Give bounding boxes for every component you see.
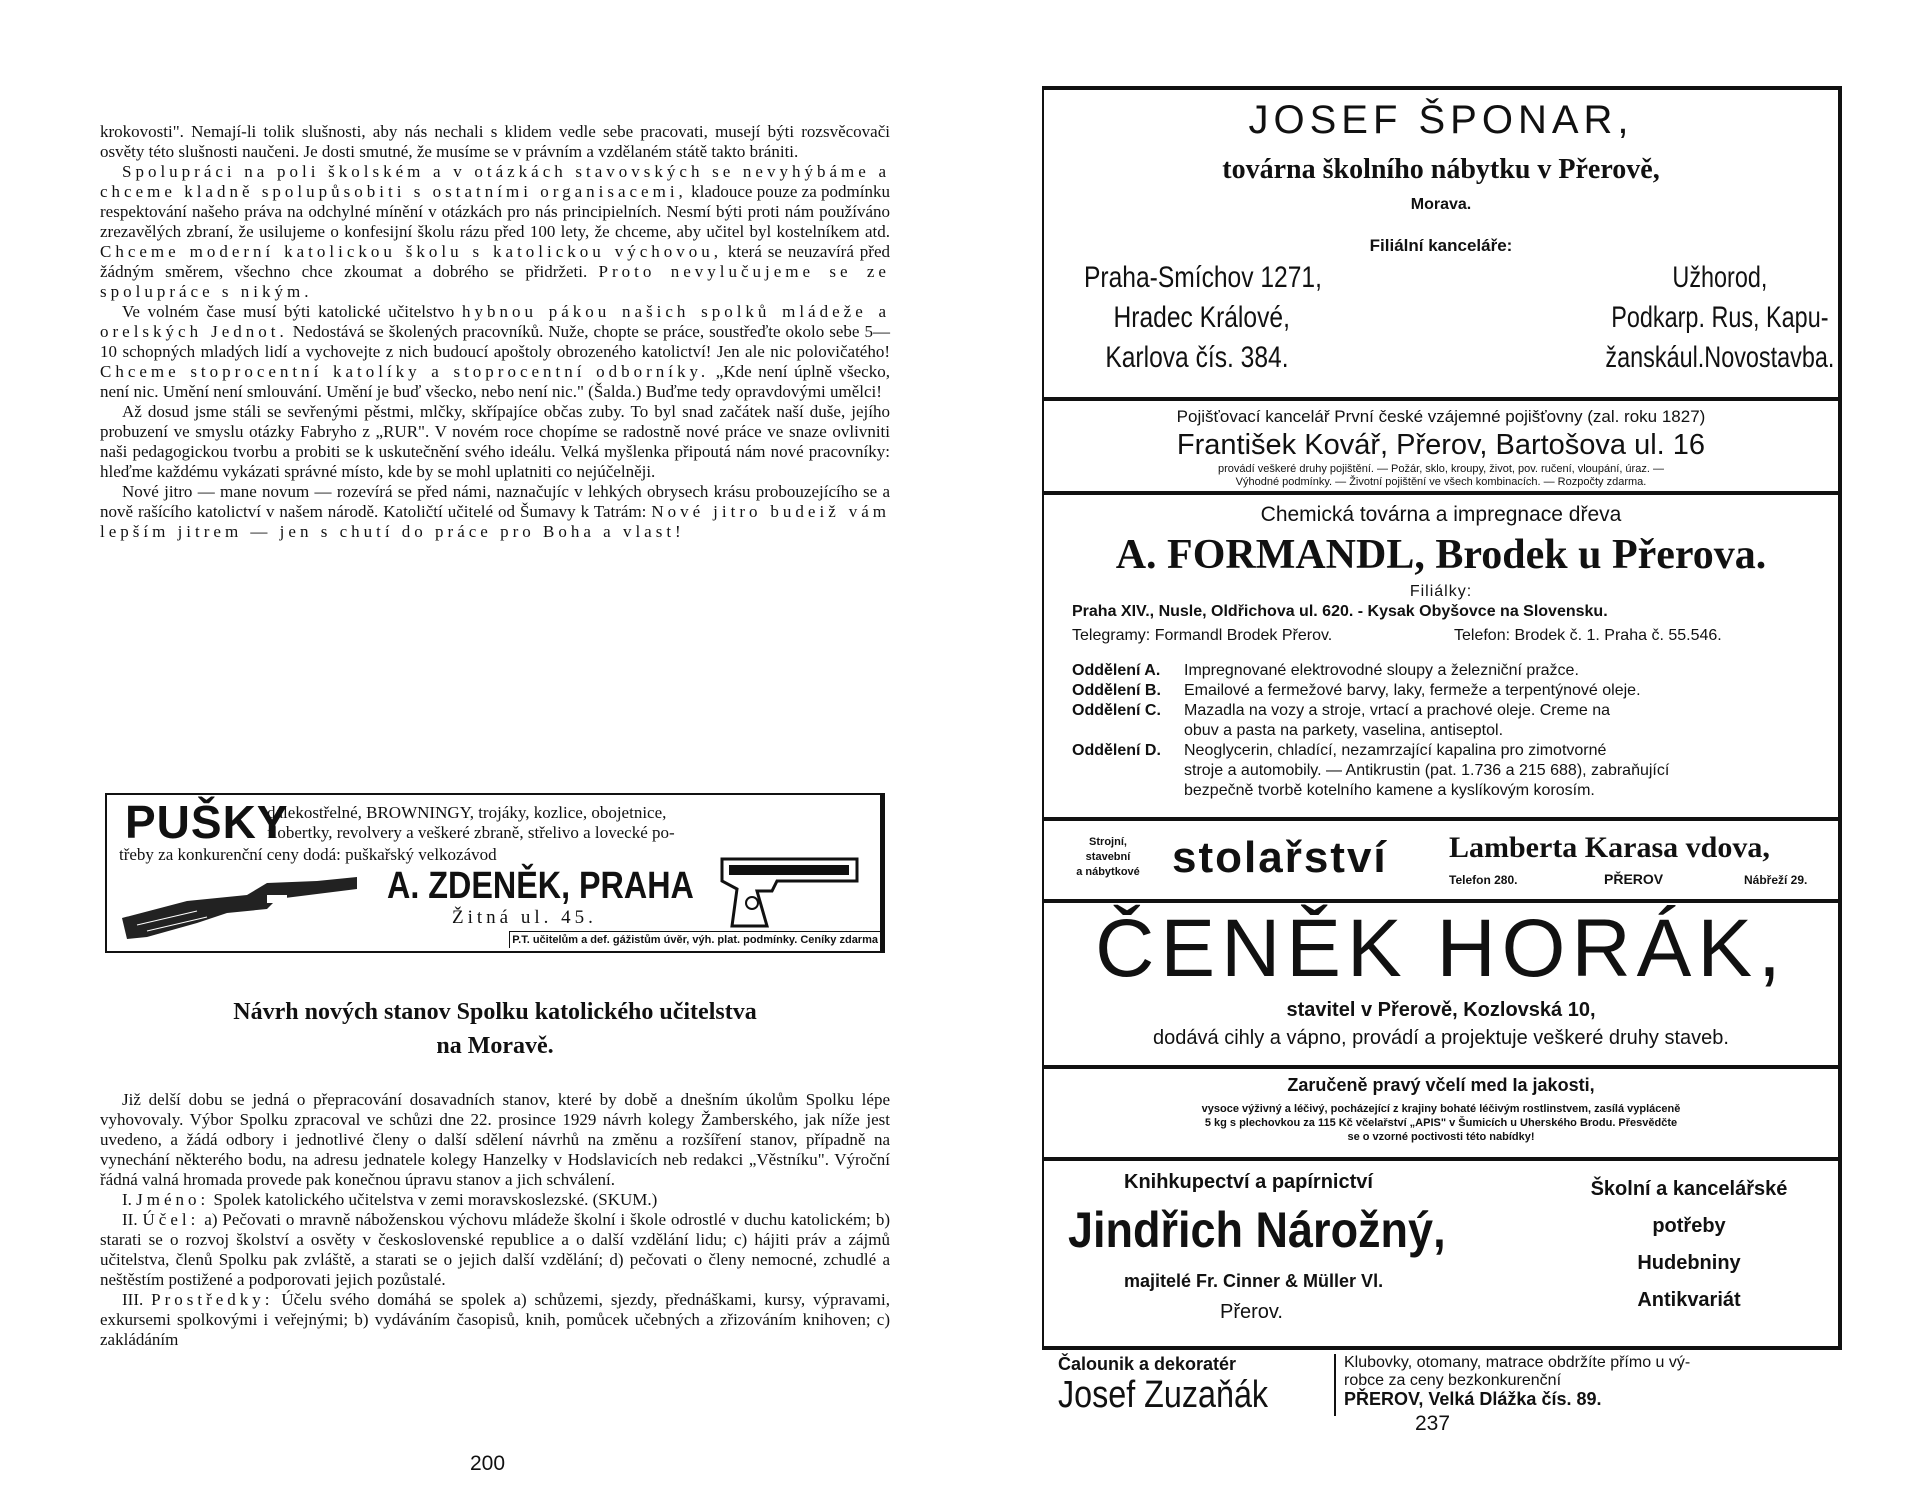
paragraph: Již delší dobu se jedná o přepracování dosavadních stanov, které by době a dnešním úkolům Spolku lépe vyhovovaly. Výbor Spolku zpracoval ve schůzi dne 22. prosince 1929 návrh kolegy Žamberského, jak níže jest uvedeno, a žádá odbory i jednotlivé členy o další sdělení návrhů na změnu a rozšíření stanov, případně na vynechání některého bodu, na adresu jednatele kolegy Hanzelky v Hodslavicích neb redakci „Věstníku". Výroční řádná valná hromada provede pak konečnou úpravu stanov a jich schválení. [100, 1090, 890, 1189]
department-label: Oddělení C. [1072, 702, 1161, 719]
department-text: stroje a automobily. — Antikrustin (pat. 1.736 a 215 688), zabraňující [1184, 762, 1670, 779]
ad-line: PŘEROV, Velká Dlážka čís. 89. [1344, 1389, 1602, 1409]
paragraph-text: III. [122, 1290, 152, 1309]
ad-firm-name: A. ZDENĚK, PRAHA [387, 865, 694, 907]
ad-line: robce za ceny bezkonkurenční [1344, 1372, 1562, 1389]
ad-line: třeby za konkurenční ceny dodá: puškařský velkozávod [119, 845, 497, 864]
ad-line: Čalounik a dekoratér [1058, 1354, 1237, 1374]
emphasis-text: Chceme moderní katolickou školu s katolickou výchovou, [100, 242, 722, 261]
paragraph [100, 302, 890, 402]
department-label [1072, 761, 1184, 781]
trade-line: a nábytkové [1076, 866, 1140, 878]
heading-line: Návrh nových stanov Spolku katolického učitelstva [233, 999, 757, 1025]
department-text: Emailové a fermežové barvy, laky, fermeže a terpentýnové oleje. [1184, 682, 1641, 699]
product-list [1544, 1171, 1834, 1319]
paragraph-text: která se neuzavírá před žádným směrem, všechno chce zkoumat a dobrého se přidržeti. [100, 242, 890, 281]
horak-advertisement [1042, 903, 1842, 1065]
paragraph-text: Nové jitro — mane novum — rozevírá se před námi, naznačujíc v lehkých obrysech krásu probouzejícího se a nově rašícího katolictví v našem národě. Katoličtí učitelé od Šumavy k Tatrám: [100, 482, 890, 521]
paragraph-text: II. [122, 1210, 143, 1229]
product-line: Hudebniny [1637, 1252, 1741, 1274]
department-row [1072, 741, 1832, 761]
emphasis-text: Prostředky: [151, 1290, 274, 1309]
department-text: bezpečně tvorbě kotelního kamene a kyslíkovým korosím. [1184, 782, 1595, 799]
ad-line: Pojišťovací kancelář První české vzájemné pojišťovny (zal. roku 1827) [1176, 407, 1706, 426]
emphasis-text: Spolupráci na poli školském a v otázkách stavovských se nevyhýbáme a chceme kladně spolupůsobiti s ostatními organisacemi, [100, 162, 890, 201]
department-row [1072, 761, 1832, 781]
ad-street: Nábřeží 29. [1744, 873, 1808, 887]
ad-region: Morava. [1410, 196, 1472, 213]
kovar-advertisement [1042, 401, 1842, 491]
ad-text [1344, 1354, 1690, 1408]
branch-right [1599, 258, 1841, 378]
ad-line: 5 kg s plechovkou za 115 Kč včelařství „APIS" v Šumicích u Uherského Brodu. Přesvědčte [1204, 1117, 1678, 1129]
gun-advertisement [105, 793, 885, 953]
ad-title: JOSEF ŠPONAR, [1248, 98, 1634, 142]
ad-line: vysoce výživný a léčivý, pocházející z krajiny bohaté léčivým rostlinstvem, zasílá vypláceně [1201, 1103, 1681, 1115]
ad-title: ČENĚK HORÁK, [1095, 903, 1787, 994]
ad-line: Knihkupectví a papírnictví [1124, 1171, 1373, 1193]
ad-line: Praha XIV., Nusle, Oldřichova ul. 620. - Kysak Obyšovce na Slovensku. [1072, 603, 1608, 620]
department-label: Oddělení A. [1072, 662, 1161, 679]
product-line: potřeby [1652, 1215, 1726, 1237]
trade-list [1058, 835, 1158, 880]
ad-line: provádí veškeré druhy pojištění. — Požár, sklo, kroupy, život, pov. ručení, vloupání, úraz. — [1218, 463, 1664, 475]
branch-line: Karlova čís. 384. [1105, 341, 1289, 374]
department-text: Mazadla na vozy a stroje, vrtací a prachové oleje. Creme na [1184, 702, 1610, 719]
formandl-advertisement [1042, 495, 1842, 817]
emphasis-text: Nové jitro budeiž vám lepším jitrem — jen s chutí do práce pro Boha a vlast! [100, 502, 890, 541]
branch-line: žanskául.Novostavba. [1605, 341, 1835, 374]
trade-line: Strojní, [1089, 836, 1127, 848]
department-row [1072, 701, 1832, 721]
ad-line: stavitel v Přerově, Kozlovská 10, [1286, 999, 1596, 1021]
department-text: Impregnované elektrovodné sloupy a železniční pražce. [1184, 662, 1579, 679]
ad-line: Výhodné podmínky. — Životní pojištění ve všech kombinacích. — Rozpočty zdarma. [1235, 476, 1647, 488]
branch-line: Hradec Králové, [1113, 301, 1290, 334]
paragraph-text: Účelu svého domáhá se spolek a) schůzemi, sjezdy, přednáškami, kursy, výpravami, exkursemi spolkovými i veřejnými; b) vydáváním časopisů, knih, pomůcek učebných a zřizováním knihoven; c) zakládáním [100, 1290, 891, 1349]
ad-address: Žitná ul. 45. [452, 907, 597, 928]
paragraph [100, 1190, 890, 1210]
department-label: Oddělení B. [1072, 682, 1161, 699]
narozny-advertisement [1042, 1161, 1842, 1346]
ad-city: PŘEROV [1604, 871, 1664, 887]
paragraph-text: Spolek katolického učitelstva v zemi moravskoslezské. (SKUM.) [209, 1190, 658, 1209]
ad-title: František Kovář, Přerov, Bartošova ul. 16 [1176, 429, 1706, 461]
trade-title: stolařství [1172, 833, 1388, 882]
ad-title: Jindřich Nárožný, [1068, 1202, 1446, 1258]
ad-line: Klubovky, otomany, matrace obdržíte přímo u vý- [1344, 1354, 1691, 1371]
advertisement-column [1042, 86, 1842, 1426]
heading-line: na Moravě. [436, 1033, 554, 1059]
paragraph [100, 1290, 890, 1350]
ad-branches-label: Filiální kanceláře: [1369, 236, 1513, 255]
ad-title: Zaručeně pravý včelí med Ia jakosti, [1287, 1075, 1595, 1095]
page-number: 200 [470, 1452, 506, 1475]
ad-line: se o vzorné poctivosti této nabídky! [1347, 1131, 1535, 1143]
paragraph-text: kladouce pouze za podmínku respektování našeho práva na odchylné mínění v otázkách pro nás principielních. Nesmí býti proti nám používáno zrezavělých zbraní, že usilujeme o konfesijní školu rázu před 100 lety, že chceme, aby učitel byl kostelníkem atd. [100, 182, 890, 241]
ad-subtitle: továrna školního nábytku v Přerově, [1222, 154, 1660, 185]
department-label [1072, 721, 1184, 741]
ad-title: A. FORMANDL, Brodek u Přerova. [1115, 532, 1767, 578]
department-row [1072, 661, 1832, 681]
branch-line: Podkarp. Rus, Kapu- [1611, 301, 1829, 334]
paragraph [100, 1210, 890, 1290]
ad-terms: P.T. učitelům a def. gážistům úvěr, výh. plat. podmínky. Ceníky zdarma [509, 931, 880, 948]
department-text: obuv a pasta na parkety, vaselina, antiseptol. [1184, 722, 1504, 739]
emphasis-text: hybnou pákou našich spolků mládeže a orelských Jednot. [100, 302, 890, 341]
ad-phone: Telefon 280. [1449, 873, 1518, 887]
ad-title: Josef Zuzaňák [1058, 1374, 1269, 1416]
paragraph-text: a) Pečovati o mravně náboženskou výchovu mládeže školní i škole odrostlé v duchu katolickém; b) starati se o rozvoj školství a osvěty v československé republice a o další vzdělání lidu; c) hájiti práv a zájmů učitelstva, členů Spolku pak zvláště, a starati se o jejich další vzdělání; d) pečovati o členy nemocné, zchudlé a neštěstím postižené a podporovati jejich pozůstalé. [100, 1210, 890, 1289]
ad-line: Telefon: Brodek č. 1. Praha č. 55.546. [1454, 627, 1722, 644]
ad-title: Lamberta Karasa vdova, [1449, 831, 1770, 864]
ad-line: flobertky, revolvery a veškeré zbraně, střelivo a lovecké po- [267, 823, 675, 842]
paragraph [100, 162, 890, 302]
trade-line: stavební [1085, 851, 1131, 863]
product-line: Školní a kancelářské [1590, 1178, 1788, 1200]
department-text: Neoglycerin, chladící, nezamrzající kapalina pro zimotvorné [1184, 742, 1607, 759]
branch-left [1084, 258, 1322, 378]
ad-line: Filiálky: [1409, 583, 1473, 600]
right-page [1010, 0, 1906, 1500]
page-number: 237 [1415, 1412, 1451, 1435]
article-heading [100, 995, 890, 1063]
branch-line: Praha-Smíchov 1271, [1084, 261, 1322, 294]
department-row [1072, 781, 1832, 801]
department-row [1072, 721, 1832, 741]
ad-line: dalekostřelné, BROWNINGY, trojáky, kozlice, obojetnice, [267, 803, 667, 822]
article-text [100, 122, 890, 542]
department-row [1072, 681, 1832, 701]
karas-advertisement [1042, 821, 1842, 899]
ad-line: majitelé Fr. Cinner & Müller Vl. [1124, 1271, 1384, 1291]
product-line: Antikvariát [1637, 1289, 1741, 1311]
honey-advertisement [1042, 1069, 1842, 1157]
department-label [1072, 781, 1184, 801]
paragraph-text: „Kde není úplně všecko, není nic. Umění není smlouvání. Umění je buď všecko, nebo není nic." (Šalda.) Buďme tedy opravdovými umělci! [100, 362, 890, 401]
divider [1334, 1354, 1336, 1416]
branch-line: Užhorod, [1672, 261, 1768, 294]
ad-line: Chemická továrna a impregnace dřeva [1260, 503, 1622, 526]
department-label: Oddělení D. [1072, 742, 1161, 759]
emphasis-text: Účel: [142, 1210, 200, 1229]
paragraph: krokovosti". Nemají-li tolik slušnosti, aby nás nechali s klidem vedle sebe pracovati, musejí býti rozsvěcovači osvěty této slušnosti naučeni. Je dosti smutné, že musíme se v právním a vzdělaném státě takto brániti. [100, 122, 890, 161]
pistol-icon [717, 851, 867, 931]
paragraph: Až dosud jsme stáli se sevřenými pěstmi, mlčky, skřípajíce občas zuby. To byl snad začátek naší duše, jejího probuzení ve smyslu otázky Fabryho z „RUR". V novém roce chopíme se radostně nové práce ve snaze ovlivniti naši pedagogickou tvorbu a probiti se k uskutečnění svého ideálu. Velká myšlenka připoutá nám nové pracovníky: hleďme každému vykázati správné místo, kde by se mohl uplatniti co nejúčelněji. [100, 402, 890, 481]
emphasis-text: Chceme stoprocentní katolíky a stoprocentní odborníky. [100, 362, 710, 381]
article-text [100, 1090, 890, 1350]
emphasis-text: Proto nevylučujeme se ze spolupráce s nikým. [100, 262, 890, 301]
ad-brand: PUŠKY [125, 796, 289, 848]
paragraph-text: Nedostává se školených pracovníků. Nuže, chopte se práce, soustřeďte okolo sebe 5—10 schopných mladých lidí a vychovejte z nich budoucí apoštoly obrozeného katolictví! Jen ale nic polovičatého! [100, 322, 890, 361]
emphasis-text: Jméno: [136, 1190, 210, 1209]
department-list [1072, 661, 1832, 801]
paragraph [100, 482, 890, 542]
rifle-icon [117, 873, 367, 943]
ad-city: Přerov. [1220, 1301, 1283, 1323]
sponar-advertisement [1042, 90, 1842, 397]
ad-line: Telegramy: Formandl Brodek Přerov. [1072, 627, 1333, 644]
ad-line: dodává cihly a vápno, provádí a projektuje veškeré druhy staveb. [1153, 1027, 1729, 1049]
paragraph-text: I. [122, 1190, 137, 1209]
paragraph-text: Ve volném čase musí býti katolické učitelstvo [122, 302, 462, 321]
